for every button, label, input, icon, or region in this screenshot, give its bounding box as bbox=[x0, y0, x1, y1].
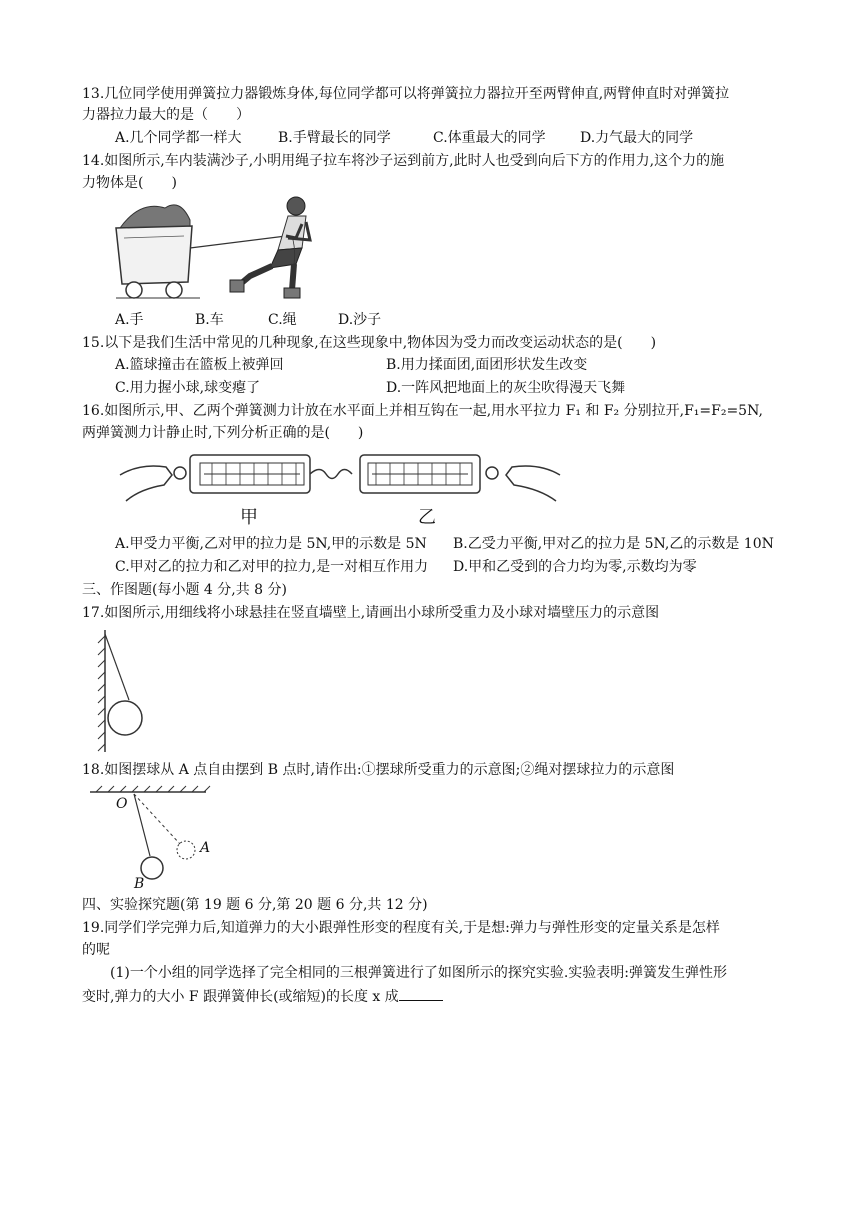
q16-label-yi: 乙 bbox=[418, 507, 436, 528]
pendulum-label-b: B bbox=[134, 876, 145, 892]
q16-option-a: A.甲受力平衡,乙对甲的拉力是 5N,甲的示数是 5N bbox=[115, 536, 427, 552]
q19-part1-line2 bbox=[82, 986, 443, 1007]
q15-option-b: B.用力揉面团,面团形状发生改变 bbox=[386, 357, 588, 373]
q19-stem-line1: 19.同学们学完弹力后,知道弹力的大小跟弹性形变的程度有关,于是想:弹力与弹性形变的定量关系是怎样 bbox=[82, 920, 720, 936]
pendulum-label-o: O bbox=[116, 796, 128, 812]
q16-label-jia: 甲 bbox=[240, 507, 258, 528]
q13-stem-line1: 13.几位同学使用弹簧拉力器锻炼身体,每位同学都可以将弹簧拉力器拉开至两臂伸直,两臂伸直时对弹簧拉 bbox=[82, 86, 730, 102]
pendulum-figure bbox=[88, 784, 218, 894]
section-4-heading: 四、实验探究题(第 19 题 6 分,第 20 题 6 分,共 12 分) bbox=[82, 897, 428, 913]
q13-option-d: D.力气最大的同学 bbox=[580, 130, 694, 146]
q19-part1-line1: (1)一个小组的同学选择了完全相同的三根弹簧进行了如图所示的探究实验.实验表明:弹簧发生弹性形 bbox=[110, 965, 727, 981]
q13-option-c: C.体重最大的同学 bbox=[433, 130, 546, 146]
q16-stem-line2: 两弹簧测力计静止时,下列分析正确的是( ) bbox=[82, 425, 364, 441]
q16-option-d: D.甲和乙受到的合力均为零,示数均为零 bbox=[453, 559, 697, 575]
q13-stem-line2: 力器拉力最大的是（ ） bbox=[82, 107, 250, 123]
q19-part1-text: 变时,弹力的大小 F 跟弹簧伸长(或缩短)的长度 x 成 bbox=[82, 989, 399, 1005]
q14-option-b: B.车 bbox=[195, 312, 224, 328]
q13-option-a: A.几个同学都一样大 bbox=[115, 130, 242, 146]
q15-option-a: A.篮球撞击在篮板上被弹回 bbox=[115, 357, 284, 373]
q16-option-c: C.甲对乙的拉力和乙对甲的拉力,是一对相互作用力 bbox=[115, 559, 429, 575]
q19-stem-line2: 的呢 bbox=[82, 942, 110, 958]
q15-option-d: D.一阵风把地面上的灰尘吹得漫天飞舞 bbox=[386, 380, 626, 396]
q14-option-a: A.手 bbox=[115, 312, 144, 328]
q18-stem: 18.如图摆球从 A 点自由摆到 B 点时,请作出:①摆球所受重力的示意图;②绳对摆球拉力的示意图 bbox=[82, 762, 675, 778]
q15-option-c: C.用力握小球,球变瘪了 bbox=[115, 380, 261, 396]
q13-option-b: B.手臂最长的同学 bbox=[278, 130, 391, 146]
pendulum-label-a: A bbox=[200, 840, 211, 856]
q15-stem: 15.以下是我们生活中常见的几种现象,在这些现象中,物体因为受力而改变运动状态的是( ) bbox=[82, 335, 657, 351]
cart-pulling-figure bbox=[110, 190, 330, 310]
q14-option-c: C.绳 bbox=[268, 312, 297, 328]
q14-stem-line1: 14.如图所示,车内装满沙子,小明用绳子拉车将沙子运到前方,此时人也受到向后下方的作用力,这个力的施 bbox=[82, 153, 725, 169]
q14-option-d: D.沙子 bbox=[338, 312, 382, 328]
section-3-heading: 三、作图题(每小题 4 分,共 8 分) bbox=[82, 582, 287, 598]
hanging-ball-on-wall-figure bbox=[95, 628, 175, 758]
q16-option-b: B.乙受力平衡,甲对乙的拉力是 5N,乙的示数是 10N bbox=[453, 536, 774, 552]
q19-answer-blank bbox=[399, 986, 443, 1001]
q16-stem-line1: 16.如图所示,甲、乙两个弹簧测力计放在水平面上并相互钩在一起,用水平拉力 F₁ 和 F₂ 分别拉开,F₁=F₂=5N, bbox=[82, 403, 763, 419]
q17-stem: 17.如图所示,用细线将小球悬挂在竖直墙壁上,请画出小球所受重力及小球对墙壁压力的示意图 bbox=[82, 605, 660, 621]
q14-stem-line2: 力物体是( ) bbox=[82, 175, 177, 191]
spring-scales-figure bbox=[120, 445, 560, 530]
